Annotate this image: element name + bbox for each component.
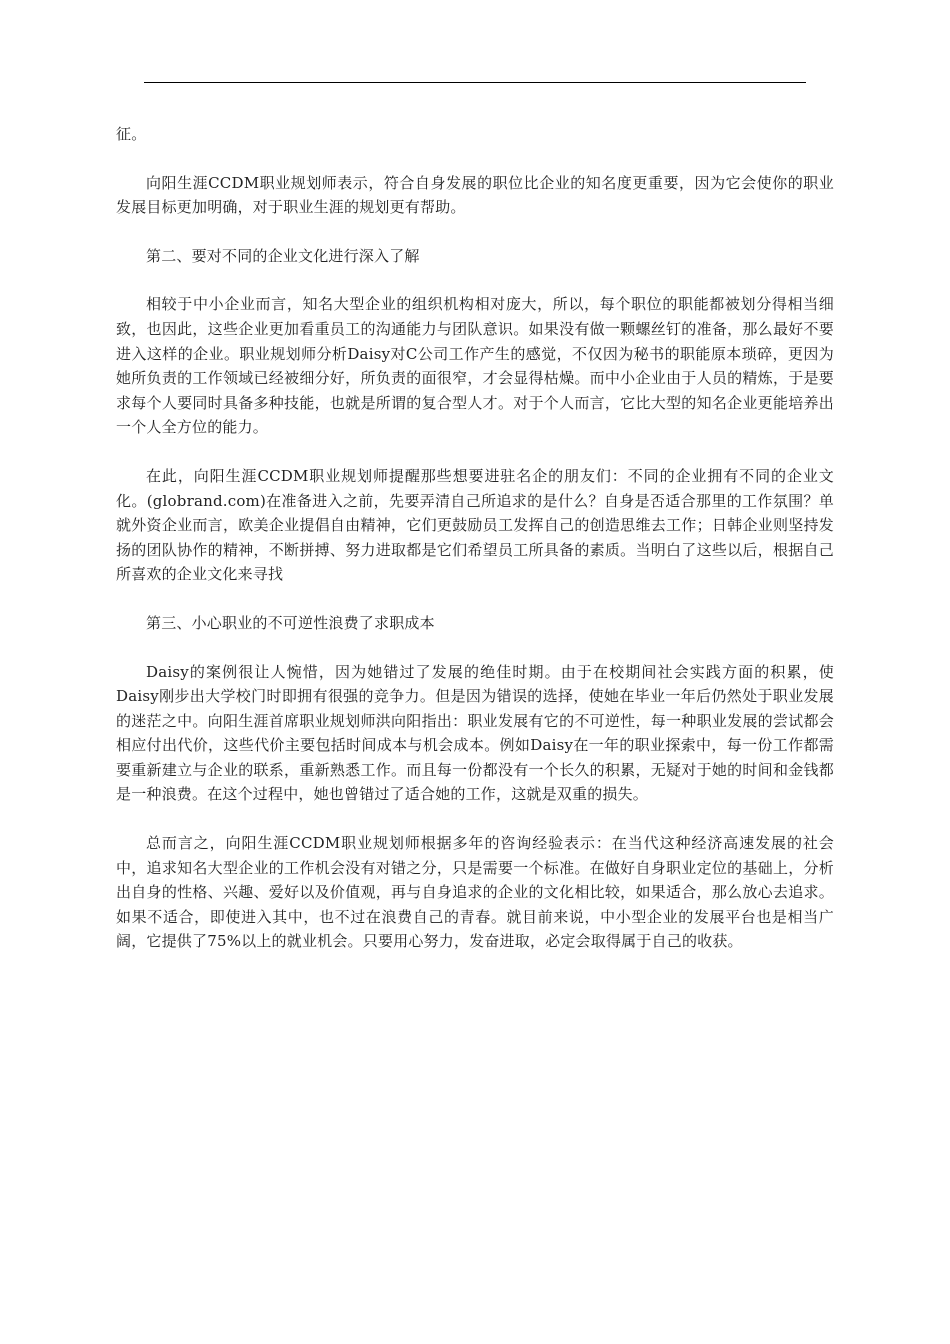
paragraph-planner-statement: 向阳生涯CCDM职业规划师表示，符合自身发展的职位比企业的知名度更重要，因为它会使你的职业发展目标更加明确，对于职业生涯的规划更有帮助。 xyxy=(116,173,834,217)
section-heading-third: 第三、小心职业的不可逆性浪费了求职成本 xyxy=(146,613,435,632)
document-body xyxy=(116,122,834,978)
paragraph-conclusion: 总而言之，向阳生涯CCDM职业规划师根据多年的咨询经验表示：在当代这种经济高速发展的社会中，追求知名大型企业的工作机会没有对错之分，只是需要一个标准。在做好自身职业定位的基础上，分析出自身的性格、兴趣、爱好以及价值观，再与自身追求的企业的文化相比较，如果适合，那么放心去追求。如果不适合，即使进入其中，也不过在浪费自己的青春。就目前来说，中小型企业的发展平台也是相当广阔，它提供了75%以上的就业机会。只要用心努力，发奋进取，必定会取得属于自己的收获。 xyxy=(116,834,834,951)
section-heading-second: 第二、要对不同的企业文化进行深入了解 xyxy=(146,246,420,265)
paragraph-continuation: 征。 xyxy=(116,125,147,143)
paragraph-large-enterprise: 相较于中小企业而言，知名大型企业的组织机构相对庞大，所以，每个职位的职能都被划分得相当细致，也因此，这些企业更加看重员工的沟通能力与团队意识。如果没有做一颗螺丝钉的准备，那么最好不要进入这样的企业。职业规划师分析Daisy对C公司工作产生的感觉，不仅因为秘书的职能原本琐碎，更因为她所负责的工作领域已经被细分好，所负责的面很窄，才会显得枯燥。而中小企业由于人员的精炼，于是要求每个人要同时具备多种技能，也就是所谓的复合型人才。对于个人而言，它比大型的知名企业更能培养出一个人全方位的能力。 xyxy=(116,295,834,437)
paragraph-daisy-case: Daisy的案例很让人惋惜，因为她错过了发展的绝佳时期。由于在校期间社会实践方面的积累，使Daisy刚步出大学校门时即拥有很强的竞争力。但是因为错误的选择，使她在毕业一年后仍然处于职业发展的迷茫之中。向阳生涯首席职业规划师洪向阳指出：职业发展有它的不可逆性，每一种职业发展的尝试都会相应付出代价，这些代价主要包括时间成本与机会成本。例如Daisy在一年的职业探索中，每一份工作都需要重新建立与企业的联系，重新熟悉工作。而且每一份都没有一个长久的积累，无疑对于她的时间和金钱都是一种浪费。在这个过程中，她也曾错过了适合她的工作，这就是双重的损失。 xyxy=(116,662,834,804)
header-divider xyxy=(144,82,806,83)
paragraph-corporate-culture: 在此，向阳生涯CCDM职业规划师提醒那些想要进驻名企的朋友们：不同的企业拥有不同的企业文化。(globrand.com)在准备进入之前，先要弄清自己所追求的是什么？自身是否适合那里的工作氛围？单就外资企业而言，欧美企业提倡自由精神，它们更鼓励员工发挥自己的创造思维去工作；日韩企业则坚持发扬的团队协作的精神，不断拼搏、努力进取都是它们希望员工所具备的素质。当明白了这些以后，根据自己所喜欢的企业文化来寻找 xyxy=(116,466,834,584)
